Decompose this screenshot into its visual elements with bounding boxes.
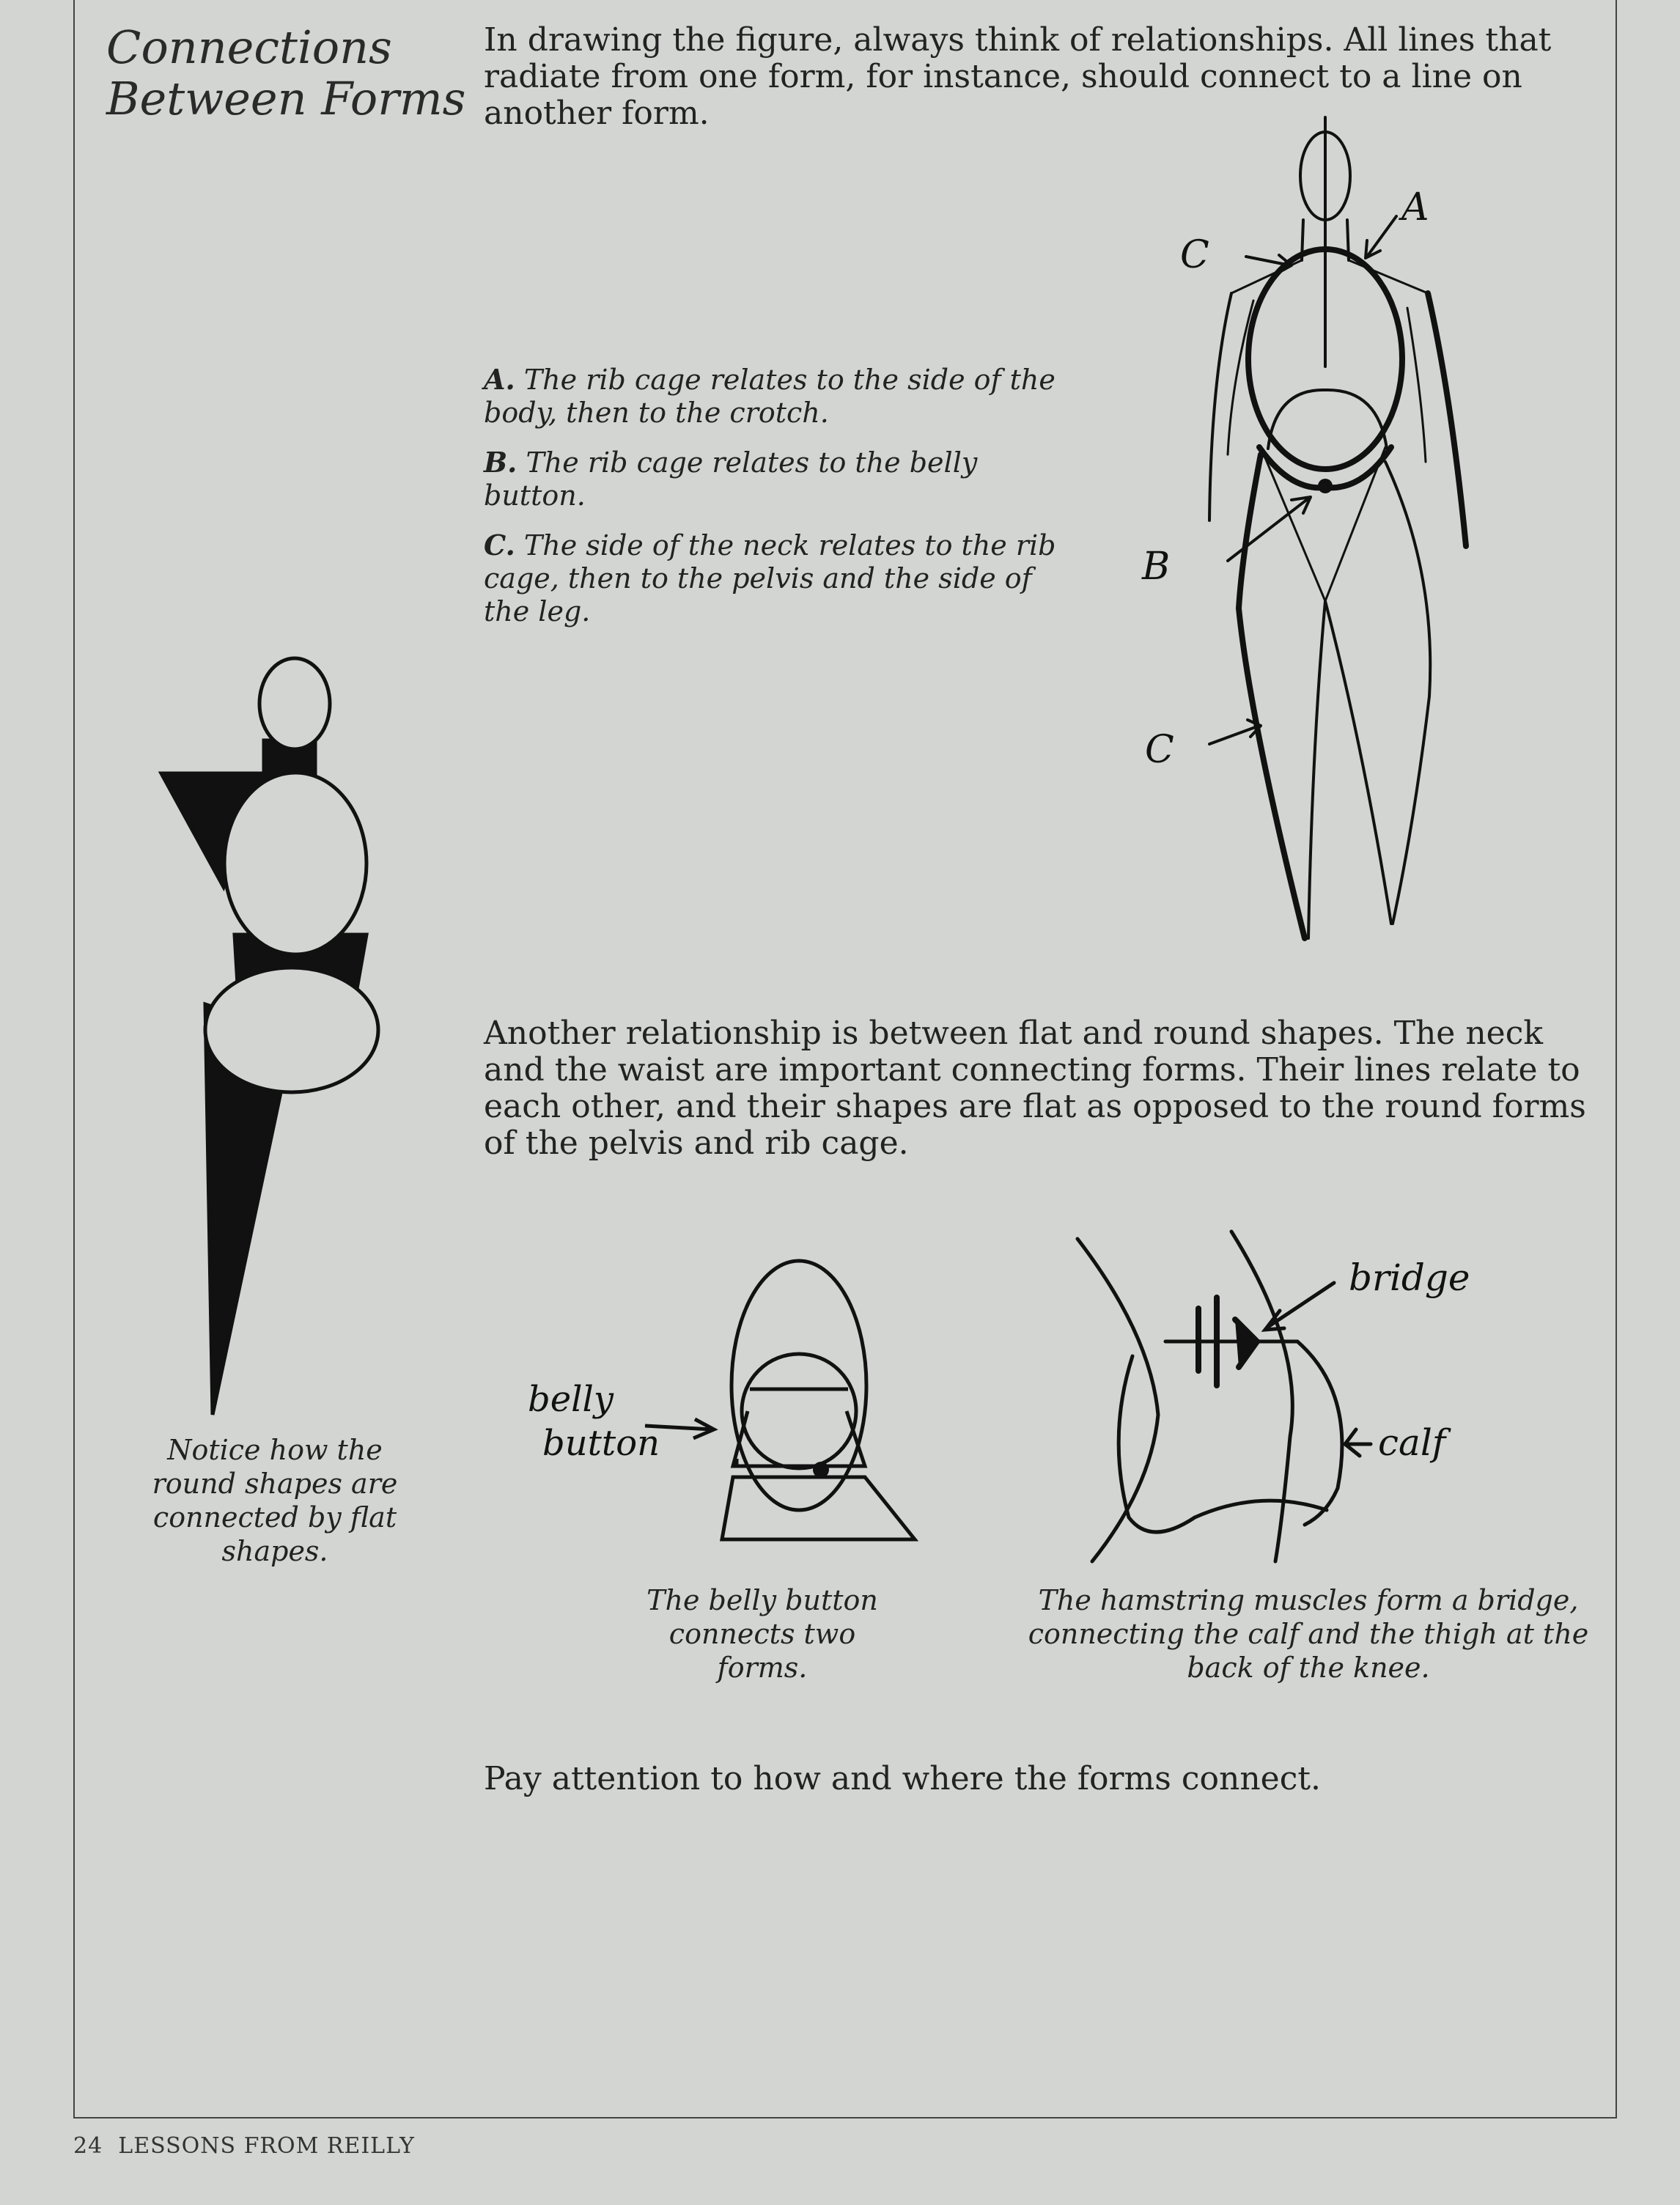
belly-button-dot — [813, 1462, 829, 1478]
right-leg-outer — [1385, 462, 1430, 924]
belly-caption: The belly button connects two forms. — [646, 1584, 878, 1684]
caption-c-letter: C. — [484, 529, 515, 562]
caption-b — [484, 446, 1070, 512]
thigh-left-line — [1077, 1239, 1158, 1561]
caption-a — [484, 363, 1070, 430]
figure-captions — [484, 363, 1070, 644]
title-line-2: Between Forms — [106, 72, 466, 125]
lower-trapezoid — [722, 1477, 915, 1539]
left-leg-inner — [1308, 601, 1325, 938]
arrow-c-lower — [1209, 720, 1261, 744]
hamstring-bridge — [1235, 1319, 1257, 1367]
figure-diagram — [1129, 117, 1539, 953]
page-title — [106, 22, 465, 125]
thigh-right-line — [1231, 1232, 1292, 1561]
belly-button-diagram — [513, 1246, 924, 1554]
caption-b-letter: B. — [484, 446, 517, 479]
closing-paragraph: Pay attention to how and where the forms connect. — [484, 1760, 1322, 1797]
pelvis-round-shape — [205, 968, 378, 1092]
belly-button-dot — [1318, 479, 1333, 493]
caption-b-text: The rib cage relates to the belly button. — [484, 446, 978, 512]
upper-oval — [732, 1261, 866, 1510]
hamstring-diagram — [1063, 1224, 1591, 1569]
calf-right — [1297, 1341, 1342, 1525]
right-leg-inner — [1325, 601, 1391, 924]
round-flat-caption: Notice how the round shapes are connected by flat shapes. — [152, 1434, 398, 1567]
flat-round-paragraph: Another relationship is between flat and round shapes. The neck and the waist are important connecting forms. Their lines relate to each other, and their shapes are flat as opposed to the round forms of the pelvis and rib cage. — [484, 1015, 1586, 1162]
caption-c — [484, 529, 1070, 628]
left-arm-outer — [1209, 293, 1231, 520]
label-a: A — [1401, 185, 1429, 229]
label-b: B — [1142, 545, 1171, 589]
right-arm-inner — [1407, 308, 1426, 462]
caption-c-text: The side of the neck relates to the rib cage, then to the pelvis and the side of the leg. — [484, 529, 1056, 627]
book-title: LESSONS FROM REILLY — [118, 2133, 415, 2159]
calf-arrow — [1345, 1429, 1371, 1456]
inner-circle — [742, 1354, 856, 1468]
ribcage-round-shape — [224, 773, 366, 954]
caption-a-letter: A. — [484, 363, 515, 396]
belly-label-2: button — [542, 1423, 660, 1464]
page-number: 24 — [73, 2133, 103, 2159]
arrow-b — [1228, 497, 1311, 561]
arrow-c-upper — [1246, 255, 1292, 273]
shoulder-lines — [1231, 260, 1428, 293]
bridge-arrow — [1265, 1283, 1334, 1330]
label-c-upper: C — [1180, 233, 1209, 277]
intro-paragraph: In drawing the figure, always think of relationships. All lines that radiate from one form, for instance, should connect to a line on another form. — [484, 21, 1552, 132]
page-footer — [73, 2133, 415, 2159]
title-line-1: Connections — [106, 21, 392, 74]
right-arm-outer — [1428, 293, 1466, 546]
pelvis-shape — [1268, 390, 1387, 449]
arrow-a — [1366, 216, 1396, 258]
label-c-lower: C — [1145, 728, 1174, 772]
head-round-shape — [259, 658, 330, 749]
calf-label: calf — [1378, 1421, 1446, 1464]
caption-a-text: The rib cage relates to the side of the body, then to the crotch. — [484, 364, 1055, 429]
bridge-label: bridge — [1349, 1256, 1470, 1299]
middle-trapezoid — [733, 1411, 865, 1466]
round-flat-figure — [154, 645, 388, 1422]
hamstring-caption: The hamstring muscles form a bridge, connecting the calf and the thigh at the back of the knee. — [1028, 1584, 1589, 1684]
calf-left — [1119, 1356, 1327, 1532]
belly-label-1: belly — [528, 1379, 614, 1420]
